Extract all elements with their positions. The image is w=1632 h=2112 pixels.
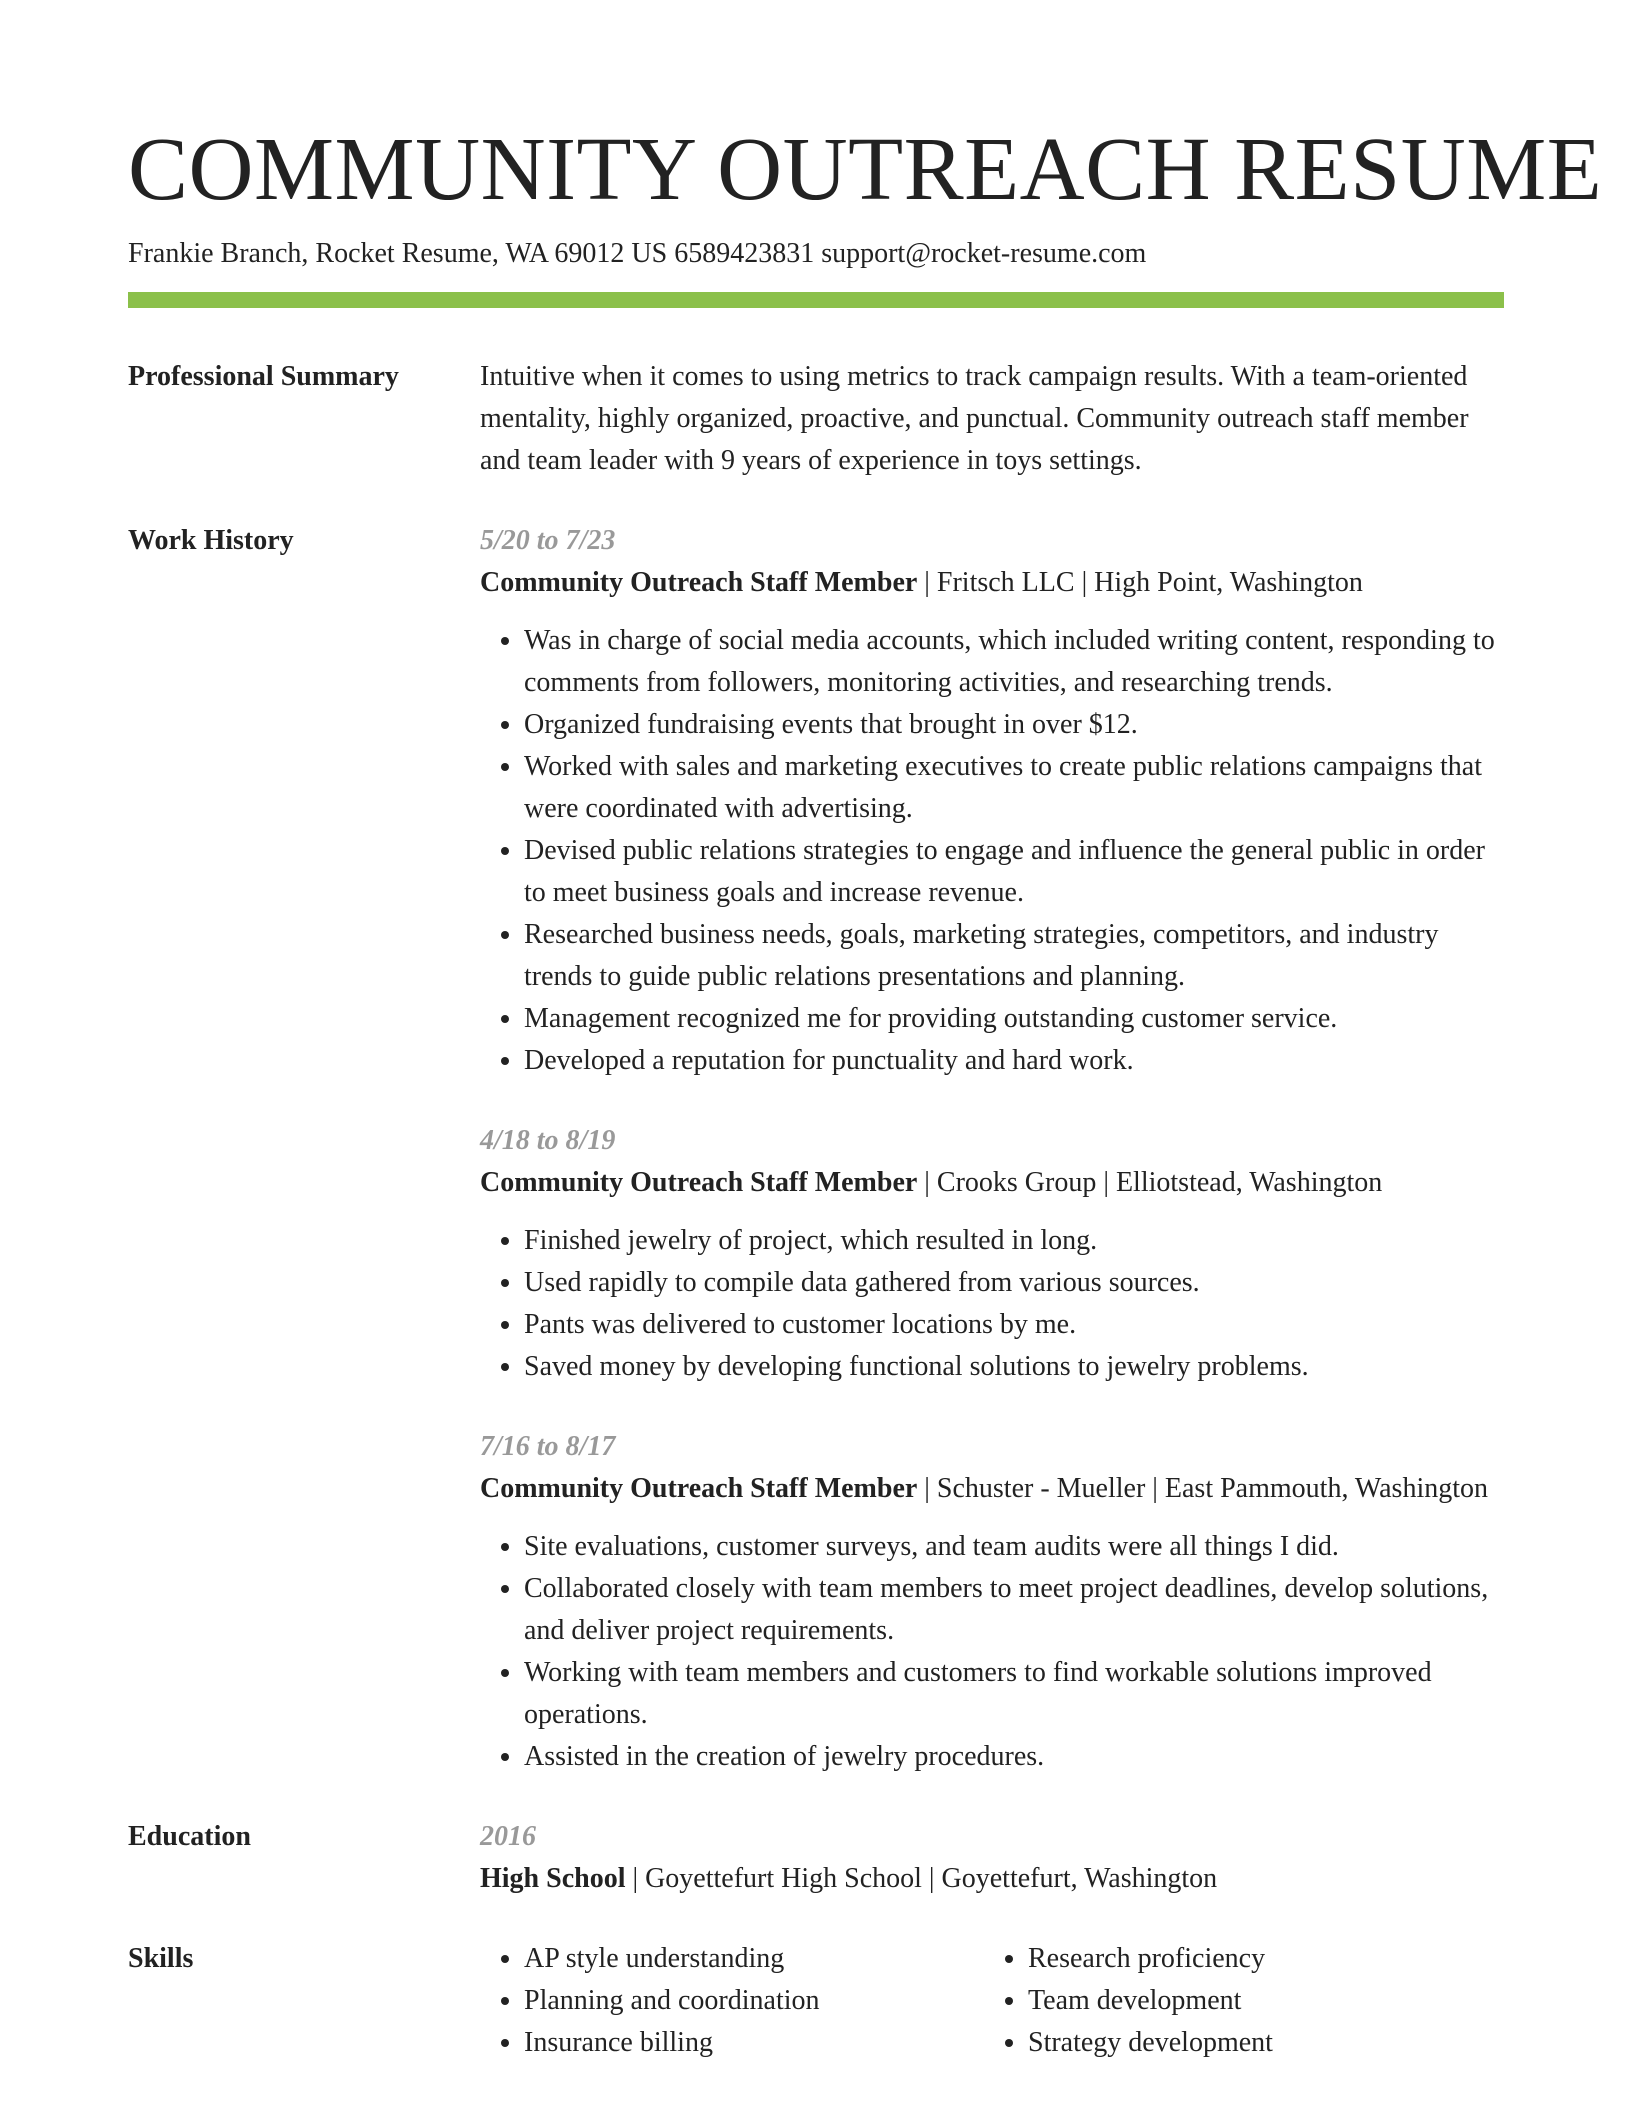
skills-grid (480, 1938, 1504, 2064)
job-details: | Crooks Group | Elliotstead, Washington (917, 1167, 1383, 1198)
skills-heading: Skills (128, 1943, 194, 1974)
skill-item: • Research proficiency (1028, 1938, 1488, 1980)
job-entry (480, 520, 1504, 1082)
job-bullets (480, 1526, 1504, 1778)
resume-title: COMMUNITY OUTREACH RESUME (128, 120, 1603, 219)
job-entry (480, 1426, 1504, 1778)
work-history-section (128, 520, 1504, 1778)
work-history-heading: Work History (128, 525, 294, 556)
summary-section (128, 356, 1504, 482)
list-item: • Management recognized me for providing outstanding customer service. (524, 998, 1504, 1040)
job-dates: 7/16 to 8/17 (480, 1431, 616, 1462)
skill-item: • Insurance billing (524, 2022, 984, 2064)
summary-text: Intuitive when it comes to using metrics to track campaign results. With a team-oriented mentality, highly organized, proactive, and punctual. Community outreach staff member and team leader with 9 years of experience in toys settings. (480, 361, 1469, 476)
resume-page (128, 118, 1603, 2064)
job-title-line (480, 1162, 1504, 1204)
list-item: • Researched business needs, goals, marketing strategies, competitors, and industry trends to guide public relations presentations and planning. (524, 914, 1504, 998)
education-line (480, 1858, 1504, 1900)
education-degree: High School (480, 1863, 626, 1894)
education-year: 2016 (480, 1821, 536, 1852)
job-title-line (480, 1468, 1504, 1510)
list-item: • Developed a reputation for punctuality and hard work. (524, 1040, 1504, 1082)
job-bullets (480, 1220, 1504, 1388)
accent-divider (128, 292, 1504, 308)
list-item: • Was in charge of social media accounts, which included writing content, responding to comments from followers, monitoring activities, and researching trends. (524, 620, 1504, 704)
list-item: • Worked with sales and marketing executives to create public relations campaigns that were coordinated with advertising. (524, 746, 1504, 830)
summary-heading: Professional Summary (128, 361, 399, 392)
contact-line: Frankie Branch, Rocket Resume, WA 69012 US 6589423831 support@rocket-resume.com (128, 238, 1147, 269)
job-title-line (480, 562, 1504, 604)
list-item: • Collaborated closely with team members to meet project deadlines, develop solutions, and deliver project requirements. (524, 1568, 1504, 1652)
skills-column-left (480, 1938, 984, 2064)
list-item: • Finished jewelry of project, which resulted in long. (524, 1220, 1504, 1262)
skills-section (128, 1938, 1504, 2064)
list-item: • Site evaluations, customer surveys, and team audits were all things I did. (524, 1526, 1504, 1568)
job-dates: 4/18 to 8/19 (480, 1125, 616, 1156)
list-item: • Assisted in the creation of jewelry procedures. (524, 1736, 1504, 1778)
education-details: | Goyettefurt High School | Goyettefurt, Washington (625, 1863, 1218, 1894)
job-dates: 5/20 to 7/23 (480, 525, 616, 556)
skill-item: • Team development (1028, 1980, 1488, 2022)
list-item: • Saved money by developing functional solutions to jewelry problems. (524, 1346, 1504, 1388)
job-entry (480, 1120, 1504, 1388)
skill-item: • Strategy development (1028, 2022, 1488, 2064)
skills-column-right (984, 1938, 1488, 2064)
list-item: • Pants was delivered to customer locations by me. (524, 1304, 1504, 1346)
list-item: • Working with team members and customers to find workable solutions improved operations. (524, 1652, 1504, 1736)
job-role: Community Outreach Staff Member (480, 567, 918, 598)
list-item: • Organized fundraising events that brought in over $12. (524, 704, 1504, 746)
job-details: | Fritsch LLC | High Point, Washington (917, 567, 1363, 598)
job-role: Community Outreach Staff Member (480, 1167, 918, 1198)
education-section (128, 1816, 1504, 1900)
list-item: • Used rapidly to compile data gathered from various sources. (524, 1262, 1504, 1304)
job-bullets (480, 620, 1504, 1082)
job-details: | Schuster - Mueller | East Pammouth, Washington (917, 1473, 1489, 1504)
list-item: • Devised public relations strategies to engage and influence the general public in order to meet business goals and increase revenue. (524, 830, 1504, 914)
education-heading: Education (128, 1821, 251, 1852)
skill-item: • Planning and coordination (524, 1980, 984, 2022)
skill-item: • AP style understanding (524, 1938, 984, 1980)
job-role: Community Outreach Staff Member (480, 1473, 918, 1504)
